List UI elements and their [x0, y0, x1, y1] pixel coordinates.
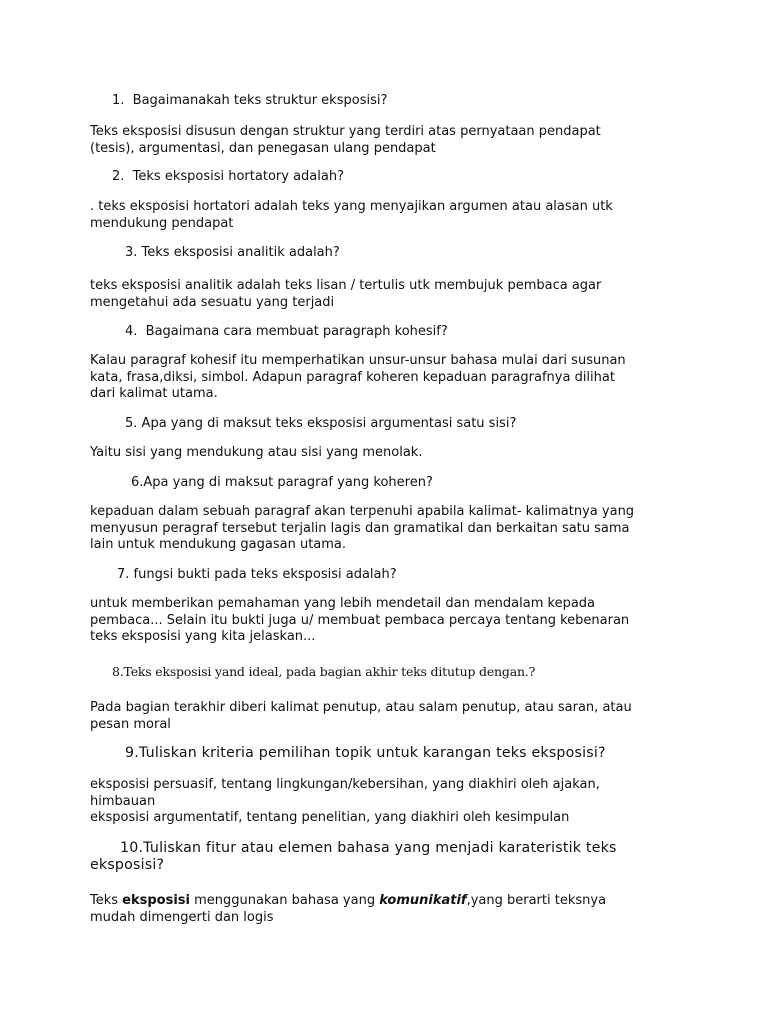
question-text: 6.Apa yang di maksut paragraf yang koheren? — [131, 475, 433, 490]
question-text: 8.Teks eksposisi yand ideal, pada bagian akhir teks ditutup dengan.? — [112, 664, 536, 679]
answer-line: pesan moral — [90, 716, 171, 732]
answer-line: kepaduan dalam sebuah paragraf akan terpenuhi apabila kalimat- kalimatnya yang — [90, 504, 635, 519]
question-10 — [90, 840, 690, 874]
answer-line: himbauan — [90, 793, 156, 809]
answer-5 — [90, 445, 690, 462]
answer-line: teks eksposisi analitik adalah teks lisan / tertulis utk membujuk pembaca agar — [90, 278, 602, 293]
question-text: fungsi bukti pada teks eksposisi adalah? — [133, 567, 397, 582]
question-text: Bagaimana cara membuat paragraph kohesif? — [145, 324, 448, 339]
answer-4 — [90, 353, 690, 403]
question-text: Apa yang di maksut teks eksposisi argumentasi satu sisi? — [141, 416, 517, 431]
answer-line: dari kalimat utama. — [90, 386, 218, 401]
answer-bold-text: eksposisi — [122, 893, 190, 908]
question-number: 4. — [125, 324, 138, 339]
answer-line: Pada bagian terakhir diberi kalimat penutup, atau salam penutup, atau saran, atau — [90, 700, 632, 715]
answer-9 — [90, 777, 690, 827]
answer-line: . teks eksposisi hortatori adalah teks yang menyajikan argumen atau alasan utk — [90, 199, 613, 214]
answer-line: kata, frasa,diksi, simbol. Adapun paragraf koheren kepaduan paragrafnya dilihat — [90, 369, 615, 385]
answer-bold-italic-text: komunikatif — [379, 893, 467, 908]
answer-text: Teks — [90, 893, 123, 908]
question-text: 9.Tuliskan kriteria pemilihan topik untuk karangan teks eksposisi? — [125, 745, 606, 761]
question-3 — [125, 245, 340, 262]
answer-line — [90, 893, 690, 910]
answer-line: pembaca... Selain itu bukti juga u/ membuat pembaca percaya tentang kebenaran — [90, 612, 630, 628]
answer-6 — [90, 504, 690, 554]
question-7 — [117, 567, 397, 584]
answer-line: Yaitu sisi yang mendukung atau sisi yang menolak. — [90, 445, 423, 460]
answer-line: eksposisi argumentatif, tentang penelitian, yang diakhiri oleh kesimpulan — [90, 810, 570, 825]
answer-2 — [90, 199, 690, 232]
answer-line: menyusun peragraf tersebut terjalin lagis dan gramatikal dan berkaitan satu sama — [90, 520, 630, 536]
answer-10 — [90, 893, 690, 926]
question-number: 7. — [117, 567, 130, 582]
answer-1 — [90, 124, 690, 157]
question-line: eksposisi? — [90, 857, 165, 873]
answer-line: eksposisi persuasif, tentang lingkungan/kebersihan, yang diakhiri oleh ajakan, — [90, 777, 600, 792]
answer-7 — [90, 596, 690, 646]
answer-line: mudah dimengerti dan logis — [90, 909, 274, 925]
answer-3 — [90, 278, 690, 311]
question-number: 2. — [112, 169, 125, 184]
question-8 — [112, 664, 535, 681]
question-6 — [131, 475, 433, 492]
answer-line: untuk memberikan pemahaman yang lebih mendetail dan mendalam kepada — [90, 596, 596, 611]
answer-line: lain untuk mendukung gagasan utama. — [90, 537, 347, 552]
question-text: Teks eksposisi analitik adalah? — [141, 245, 340, 260]
question-text: Bagaimanakah teks struktur eksposisi? — [132, 93, 388, 108]
question-line: 10.Tuliskan fitur atau elemen bahasa yang menjadi karateristik teks — [120, 840, 617, 856]
answer-line: Kalau paragraf kohesif itu memperhatikan unsur-unsur bahasa mulai dari susunan — [90, 353, 626, 368]
question-number: 5. — [125, 416, 138, 431]
answer-line: mendukung pendapat — [90, 215, 234, 231]
question-number: 1. — [112, 93, 125, 108]
answer-line: Teks eksposisi disusun dengan struktur yang terdiri atas pernyataan pendapat — [90, 124, 601, 139]
question-4 — [125, 324, 448, 341]
answer-line: teks eksposisi yang kita jelaskan... — [90, 629, 316, 644]
answer-8 — [90, 700, 690, 733]
question-number: 3. — [125, 245, 138, 260]
question-5 — [125, 416, 516, 433]
answer-text: menggunakan bahasa yang — [190, 893, 380, 908]
question-text: Teks eksposisi hortatory adalah? — [132, 169, 344, 184]
question-1 — [112, 93, 387, 110]
question-2 — [112, 169, 344, 186]
question-9 — [125, 745, 606, 762]
answer-line: (tesis), argumentasi, dan penegasan ulang pendapat — [90, 140, 436, 156]
answer-line: mengetahui ada sesuatu yang terjadi — [90, 294, 335, 310]
answer-text: ,yang berarti teksnya — [466, 893, 607, 908]
